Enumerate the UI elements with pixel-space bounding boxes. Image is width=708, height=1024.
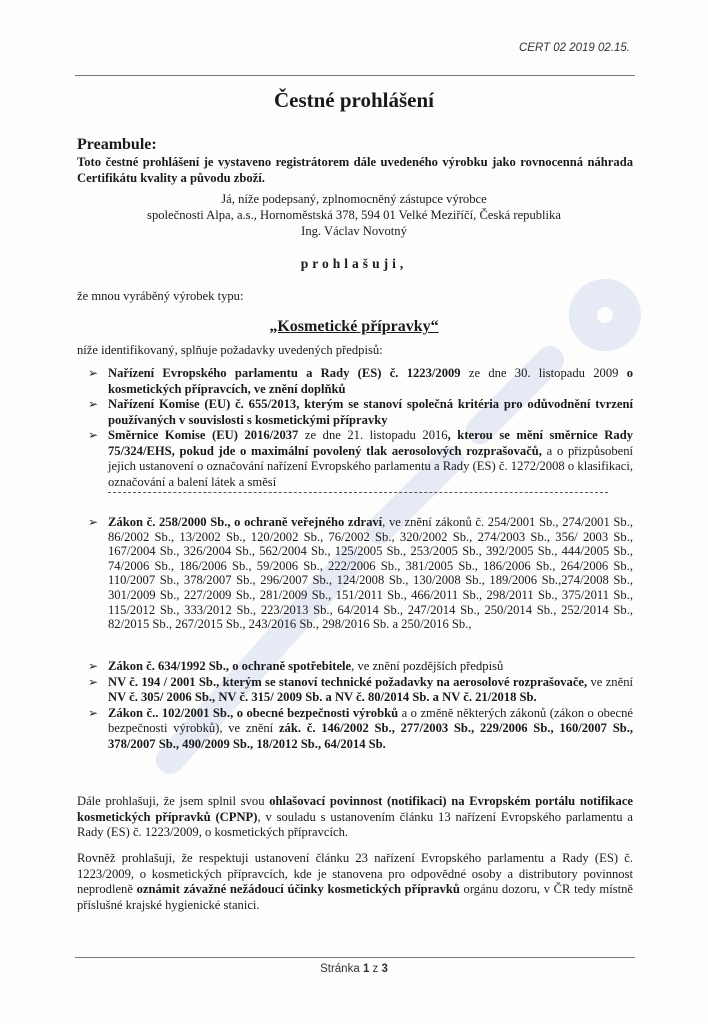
text-run: Rovněž prohlašuji, že respektuji ustanovení článku 23 nařízení Evropského parlamentu a Rady (ES) č. 1223/2009, o kosmetických přípravcích, kde je stanovena pro odpovědné osoby a distributory povinnost neprodleně (77, 851, 633, 896)
text-run: , ve znění pozdějších předpisů (351, 659, 504, 673)
requirements-intro: níže identifikovaný, splňuje požadavky uvedených předpisů: (77, 343, 383, 357)
product-intro: že mnou vyráběný výrobek typu: (77, 289, 244, 303)
regulation-item (88, 659, 633, 675)
bold-text-run: Nařízení Komise (EU) č. 655/2013, kterým se stanoví společná kritéria pro odůvodnění tvrzení používaných v souvislosti s kosmetickými přípravky (108, 397, 633, 427)
notification-paragraph (77, 794, 633, 841)
bold-text-run: Zákon č.. 102/2001 Sb., o obecné bezpečnosti výrobků (108, 705, 399, 720)
regulation-item (88, 515, 633, 632)
preamble-text: Toto čestné prohlášení je vystaveno registrátorem dále uvedeného výrobku jako rovnocenná náhrada Certifikátu kvality a původu zboží. (77, 155, 633, 185)
arrowhead-bullet-icon: ➢ (88, 428, 99, 442)
declarant-line-3: Ing. Václav Novotný (301, 224, 407, 238)
bold-text-run: Zákon č. 258/2000 Sb., o ochraně veřejného zdraví (108, 515, 383, 529)
text-run: a o změně některých zákonů (zákon o obecné bezpečnosti výrobků), ve znění (108, 705, 633, 735)
cz-health-law-list (88, 515, 633, 632)
arrowhead-bullet-icon: ➢ (88, 366, 99, 380)
arrowhead-bullet-icon: ➢ (88, 659, 99, 673)
declarant-line-2: společnosti Alpa, a.s., Hornoměstská 378, 594 01 Velké Meziříčí, Česká republika (147, 208, 561, 222)
arrowhead-bullet-icon: ➢ (88, 397, 99, 411)
preamble-heading: Preambule: (77, 136, 157, 153)
declarant-line-1: Já, níže podepsaný, zplnomocněný zástupce výrobce (221, 192, 487, 206)
eu-regulations-list (88, 366, 633, 490)
bold-text-run: ohlašovací povinnost (notifikaci) na Evropském portálu notifikace kosmetických přípravků (CPNP) (77, 794, 633, 824)
text-run: ve znění (587, 674, 633, 689)
header-divider (75, 75, 635, 76)
arrowhead-bullet-icon: ➢ (88, 515, 99, 529)
regulation-item (88, 706, 633, 753)
page-title: Čestné prohlášení (273, 88, 435, 112)
regulation-item (88, 428, 633, 490)
product-type-title: „Kosmetické přípravky“ (269, 318, 439, 335)
regulation-item (88, 675, 633, 706)
bold-text-run: , kterou se mění směrnice Rady 75/324/EHS, pokud jde o maximální povolený tlak aerosolových rozprašovačů, (108, 428, 633, 458)
declare-heading: prohlašuji, (300, 256, 408, 271)
text-run: , v souladu s ustanovením článku 13 nařízení Evropského parlamentu a Rady (ES) č. 1223/2009, o kosmetických přípravcích. (77, 809, 633, 839)
bold-text-run: Nařízení Evropského parlamentu a Rady (ES) č. 1223/2009 (108, 366, 461, 380)
arrowhead-bullet-icon: ➢ (88, 705, 99, 720)
regulation-item (88, 366, 633, 397)
text-run: orgánu dozoru, v ČR tedy místně příslušné krajské hygienické stanici. (77, 882, 633, 912)
text-run: ze dne 30. listopadu 2009 (460, 366, 627, 380)
arrowhead-bullet-icon: ➢ (88, 674, 99, 689)
article23-paragraph (77, 851, 633, 913)
bold-text-run: Zákon č. 634/1992 Sb., o ochraně spotřebitele (108, 659, 352, 673)
dashed-separator (108, 492, 608, 493)
bold-text-run: zák. č. 146/2002 Sb., 277/2003 Sb., 229/2006 Sb., 160/2007 Sb., 378/2007 Sb., 490/2009 Sb., 18/2012 Sb., 64/2014 Sb. (108, 721, 633, 751)
document-code: CERT 02 2019 02.15. (518, 42, 630, 54)
page-number (0, 963, 708, 975)
bold-text-run: NV č. 194 / 2001 Sb., kterým se stanoví technické požadavky na aerosolové rozprašovače, (108, 674, 588, 689)
regulation-item (88, 397, 633, 428)
bold-text-run: NV č. 305/ 2006 Sb., NV č. 315/ 2009 Sb. a NV č. 80/2014 Sb. a NV č. 21/2018 Sb. (108, 690, 537, 704)
text-run: ze dne 21. listopadu 2016 (298, 428, 448, 442)
current-page: 1 (362, 963, 370, 975)
text-run: Dále prohlašuji, že jsem splnil svou (77, 794, 270, 808)
total-pages: 3 (381, 963, 388, 975)
other-regulations-list (88, 659, 633, 752)
bold-text-run: o kosmetických přípravcích, ve znění doplňků (108, 366, 633, 396)
bold-text-run: Směrnice Komise (EU) 2016/2037 (108, 428, 299, 442)
text-run: , ve znění zákonů č. 254/2001 Sb., 274/2001 Sb., 86/2002 Sb., 13/2002 Sb., 120/2002 Sb., 76/2002 Sb., 320/2002 Sb., 274/2003 Sb., 356/ 2003 Sb., 167/2004 Sb., 326/2004 Sb., 562/2004 Sb., 125/2005 Sb., 253/2005 Sb., 392/2005 Sb., 444/2005 Sb., 74/2006 Sb., 186/2006 Sb., 59/2006 Sb., 222/2006 Sb., 381/2005 Sb., 186/2006 Sb., 264/2006 Sb., 110/2007 Sb., 378/2007 Sb., 296/2007 Sb., 124/2008 Sb., 130/2008 Sb., 189/2006 Sb.,274/2008 Sb., 301/2009 Sb., 227/2009 Sb., 281/2009 Sb., 151/2011 Sb., 466/2011 Sb., 298/2011 Sb., 375/2011 Sb., 115/2012 Sb., 333/2012 Sb., 223/2013 Sb., 64/2014 Sb., 247/2014 Sb., 250/2014 Sb., 252/2014 Sb., 82/2015 Sb., 267/2015 Sb., 243/2016 Sb., 298/2016 Sb. a 250/2016 Sb., (108, 515, 634, 632)
text-run: a o přizpůsobení jejich ustanovení o označování nařízení Evropského parlamentu a Rady (ES) č. 1272/2008 o klasifikaci, označování a balení látek a směsí (108, 443, 633, 489)
of-label: z (372, 963, 379, 975)
page-label: Stránka (320, 963, 360, 975)
bold-text-run: oznámit závažné nežádoucí účinky kosmetických přípravků (136, 882, 460, 896)
footer-divider (75, 957, 635, 958)
